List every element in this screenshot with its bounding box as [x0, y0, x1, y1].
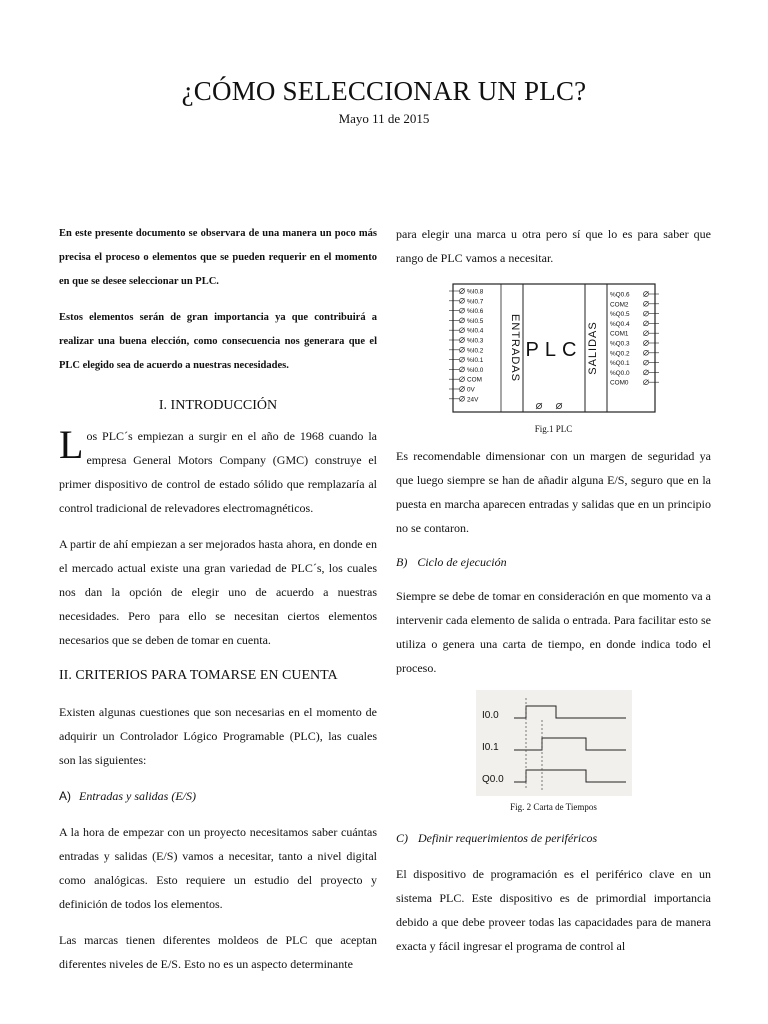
terminal-label: %Q0.4: [609, 320, 630, 328]
left-column: [59, 222, 377, 976]
signal-label: Q0.0: [481, 774, 504, 785]
intro-paragraph: [59, 424, 377, 520]
timing-chart: [476, 690, 632, 796]
entradas-paragraph-2: Las marcas tienen diferentes moldeos de PLC que aceptan diferentes niveles de E/S. Esto no es un aspecto determinante: [59, 933, 377, 971]
section-heading-introduccion: I. INTRODUCCIÓN: [158, 398, 278, 413]
terminal-label: %I0.8: [466, 288, 483, 296]
entradas-paragraph: A la hora de empezar con un proyecto necesitamos saber cuántas entradas y salidas (E/S) vamos a necesitar, tanto a nivel digital como analógicas. Esto requiere un estudio del proyecto y definición de todos los elementos.: [59, 825, 377, 911]
plc-center-label: PLC: [525, 339, 582, 361]
terminal-label: %Q0.2: [609, 350, 630, 358]
terminal-label: %Q0.5: [609, 311, 630, 319]
ciclo-paragraph: Siempre se debe de tomar en consideración en que momento va a intervenir cada elemento de salida o entrada. Para facilitar esto se utiliza o genera una carta de tiempo, en donde indica todo el proceso.: [396, 589, 711, 675]
terminal-label: 0V: [466, 386, 475, 394]
intro-paragraph-2: A partir de ahí empiezan a ser mejorados hasta ahora, en donde en el mercado actual existe una gran variedad de PLC´s, los cuales nos dan la opción de elegir uno de acuerdo a nuestras necesidades. Pero para ello se necesitan ciertos elementos necesarios que se deben de tomar en cuenta.: [59, 537, 377, 647]
plc-diagram: [449, 280, 659, 416]
criterios-paragraph: Existen algunas cuestiones que son necesarias en el momento de adquirir un Controlador Lógico Programable (PLC), las cuales son las siguientes:: [59, 705, 377, 767]
terminal-label: COM2: [609, 301, 628, 309]
terminal-label: %I0.6: [466, 308, 483, 316]
subsection-heading-b: [396, 550, 711, 574]
terminal-label: %I0.2: [466, 347, 483, 355]
terminal-label: %I0.0: [466, 366, 483, 374]
terminal-label: %Q0.6: [609, 291, 630, 299]
terminal-label: %Q0.0: [609, 369, 630, 377]
continued-paragraph: para elegir una marca u otra pero sí que lo es para saber que rango de PLC vamos a necesitar.: [396, 227, 711, 265]
intro-paragraph-text: os PLC´s empiezan a surgir en el año de 1968 cuando la empresa General Motors Company (GMC) construye el primer dispositivo de control de estado sólido que remplazaría al control tradicional de relevadores electromagnéticos.: [59, 429, 377, 515]
subsection-heading-a: [59, 784, 377, 808]
date: Mayo 11 de 2015: [338, 111, 430, 126]
terminal-label: %I0.4: [466, 327, 483, 335]
page-title: ¿CÓMO SELECCIONAR UN PLC?: [181, 76, 587, 106]
signal-label: I0.1: [481, 742, 499, 753]
terminal-label: %I0.1: [466, 357, 483, 365]
section-heading-criterios: II. CRITERIOS PARA TOMARSE EN CUENTA: [59, 668, 338, 683]
right-column: [396, 222, 711, 958]
figure-2-caption: Fig. 2 Carta de Tiempos: [510, 802, 597, 812]
terminal-label: 24V: [466, 396, 478, 404]
terminal-label: %Q0.1: [609, 360, 630, 368]
figure-1-caption: Fig.1 PLC: [534, 424, 573, 434]
terminal-label: %I0.3: [466, 337, 483, 345]
subsection-label: A): [59, 789, 71, 803]
perifericos-paragraph: El dispositivo de programación es el periférico clave en un sistema PLC. Este dispositivo es de primordial importancia debido a que debe proveer todas las capacidades para de manera exacta y fácil ingresar el programa de control al: [396, 867, 711, 953]
terminal-label: COM0: [609, 379, 628, 387]
inputs-label: ENTRADAS: [508, 314, 521, 382]
abstract-paragraph: En este presente documento se observara de una manera un poco más precisa el proceso o elementos que se pueden requerir en el momento en que se desee seleccionar un PLC.: [59, 228, 377, 287]
terminal-label: COM: [466, 376, 482, 384]
subsection-label: C): [396, 831, 408, 845]
signal-label: I0.0: [481, 710, 499, 721]
subsection-heading-c: [396, 826, 711, 850]
subsection-title: Ciclo de ejecución: [417, 555, 507, 569]
subsection-title: Entradas y salidas (E/S): [79, 789, 196, 803]
terminal-label: %Q0.3: [609, 340, 630, 348]
terminal-label: %I0.5: [466, 317, 483, 325]
outputs-label: SALIDAS: [586, 321, 599, 375]
terminal-label: %I0.7: [466, 298, 483, 306]
drop-cap: L: [59, 422, 84, 467]
dimension-paragraph: Es recomendable dimensionar con un margen de seguridad ya que luego siempre se han de añadir alguna E/S, seguro que en la puesta en marcha aparecen entradas y salidas que en un principio no se contaron.: [396, 449, 711, 535]
terminal-label: COM1: [609, 330, 628, 338]
subsection-title: Definir requerimientos de periféricos: [418, 831, 598, 845]
abstract-paragraph: Estos elementos serán de gran importancia ya que contribuirá a realizar una buena elección, como consecuencia nos generara que el PLC elegido sea de acuerdo a nuestras necesidades.: [59, 312, 377, 371]
subsection-label: B): [396, 555, 408, 569]
